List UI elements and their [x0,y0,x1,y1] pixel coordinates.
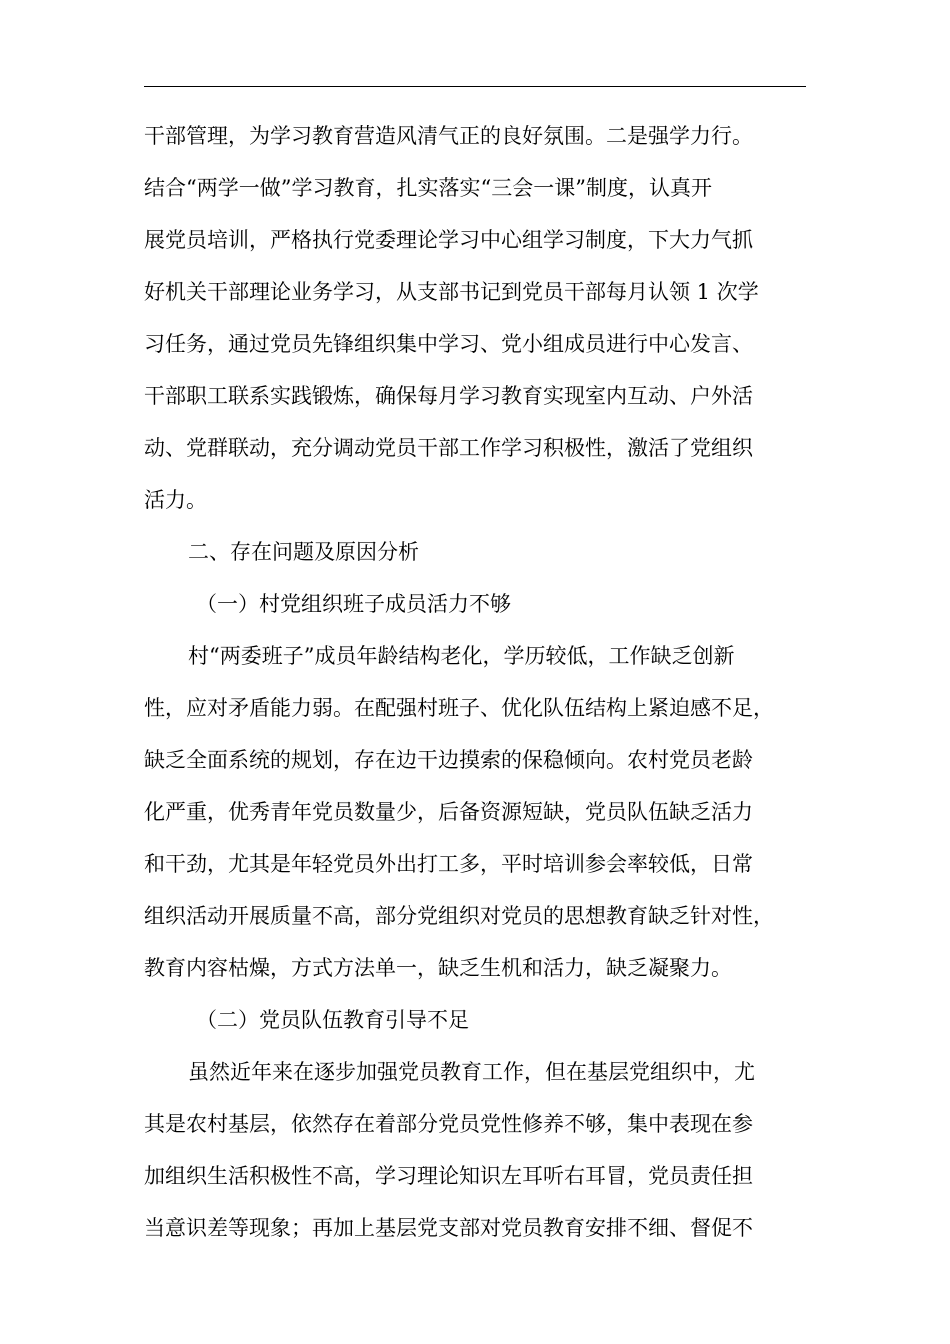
text-line-13: 缺乏全面系统的规划，存在边干边摸索的保稳倾向。农村党员老龄 [144,748,753,772]
header-rule [144,86,806,87]
text-line-15: 和干劲，尤其是年轻党员外出打工多，平时培训参会率较低，日常 [144,852,753,876]
text-line-8: 活力。 [144,488,207,512]
text-line-22: 当意识差等现象；再加上基层党支部对党员教育安排不细、督促不 [144,1216,753,1240]
text-line-2: 结合“两学一做”学习教育，扎实落实“三会一课”制度，认真开 [144,176,712,200]
text-line-19: 虽然近年来在逐步加强党员教育工作，但在基层党组织中，尤 [188,1060,755,1084]
text-line-17: 教育内容枯燥，方式方法单一，缺乏生机和活力，缺乏凝聚力。 [144,956,732,980]
text-line-5: 习任务，通过党员先锋组织集中学习、党小组成员进行中心发言、 [144,332,753,356]
subsection-heading-1: （一）村党组织班子成员活力不够 [196,592,511,616]
text-line-7: 动、党群联动，充分调动党员干部工作学习积极性，激活了党组织 [144,436,753,460]
text-line-3: 展党员培训，严格执行党委理论学习中心组学习制度，下大力气抓 [144,228,753,252]
document-body [144,110,820,1254]
text-line-11: 村“两委班子”成员年龄结构老化，学历较低，工作缺乏创新 [188,644,735,668]
text-line-20: 其是农村基层，依然存在着部分党员党性修养不够，集中表现在参 [144,1112,753,1136]
text-line-6: 干部职工联系实践锻炼，确保每月学习教育实现室内互动、户外活 [144,384,753,408]
section-heading: 二、存在问题及原因分析 [188,540,419,564]
text-line-16: 组织活动开展质量不高，部分党组织对党员的思想教育缺乏针对性， [144,904,774,928]
subsection-heading-2: （二）党员队伍教育引导不足 [196,1008,469,1032]
text-line-14: 化严重，优秀青年党员数量少，后备资源短缺，党员队伍缺乏活力 [144,800,753,824]
text-line-12: 性，应对矛盾能力弱。在配强村班子、优化队伍结构上紧迫感不足， [144,696,774,720]
text-line-21: 加组织生活积极性不高，学习理论知识左耳听右耳冒，党员责任担 [144,1164,753,1188]
text-line-1: 干部管理，为学习教育营造风清气正的良好氛围。二是强学力行。 [144,124,753,148]
text-line-4: 好机关干部理论业务学习，从支部书记到党员干部每月认领 1 次学 [144,280,759,304]
